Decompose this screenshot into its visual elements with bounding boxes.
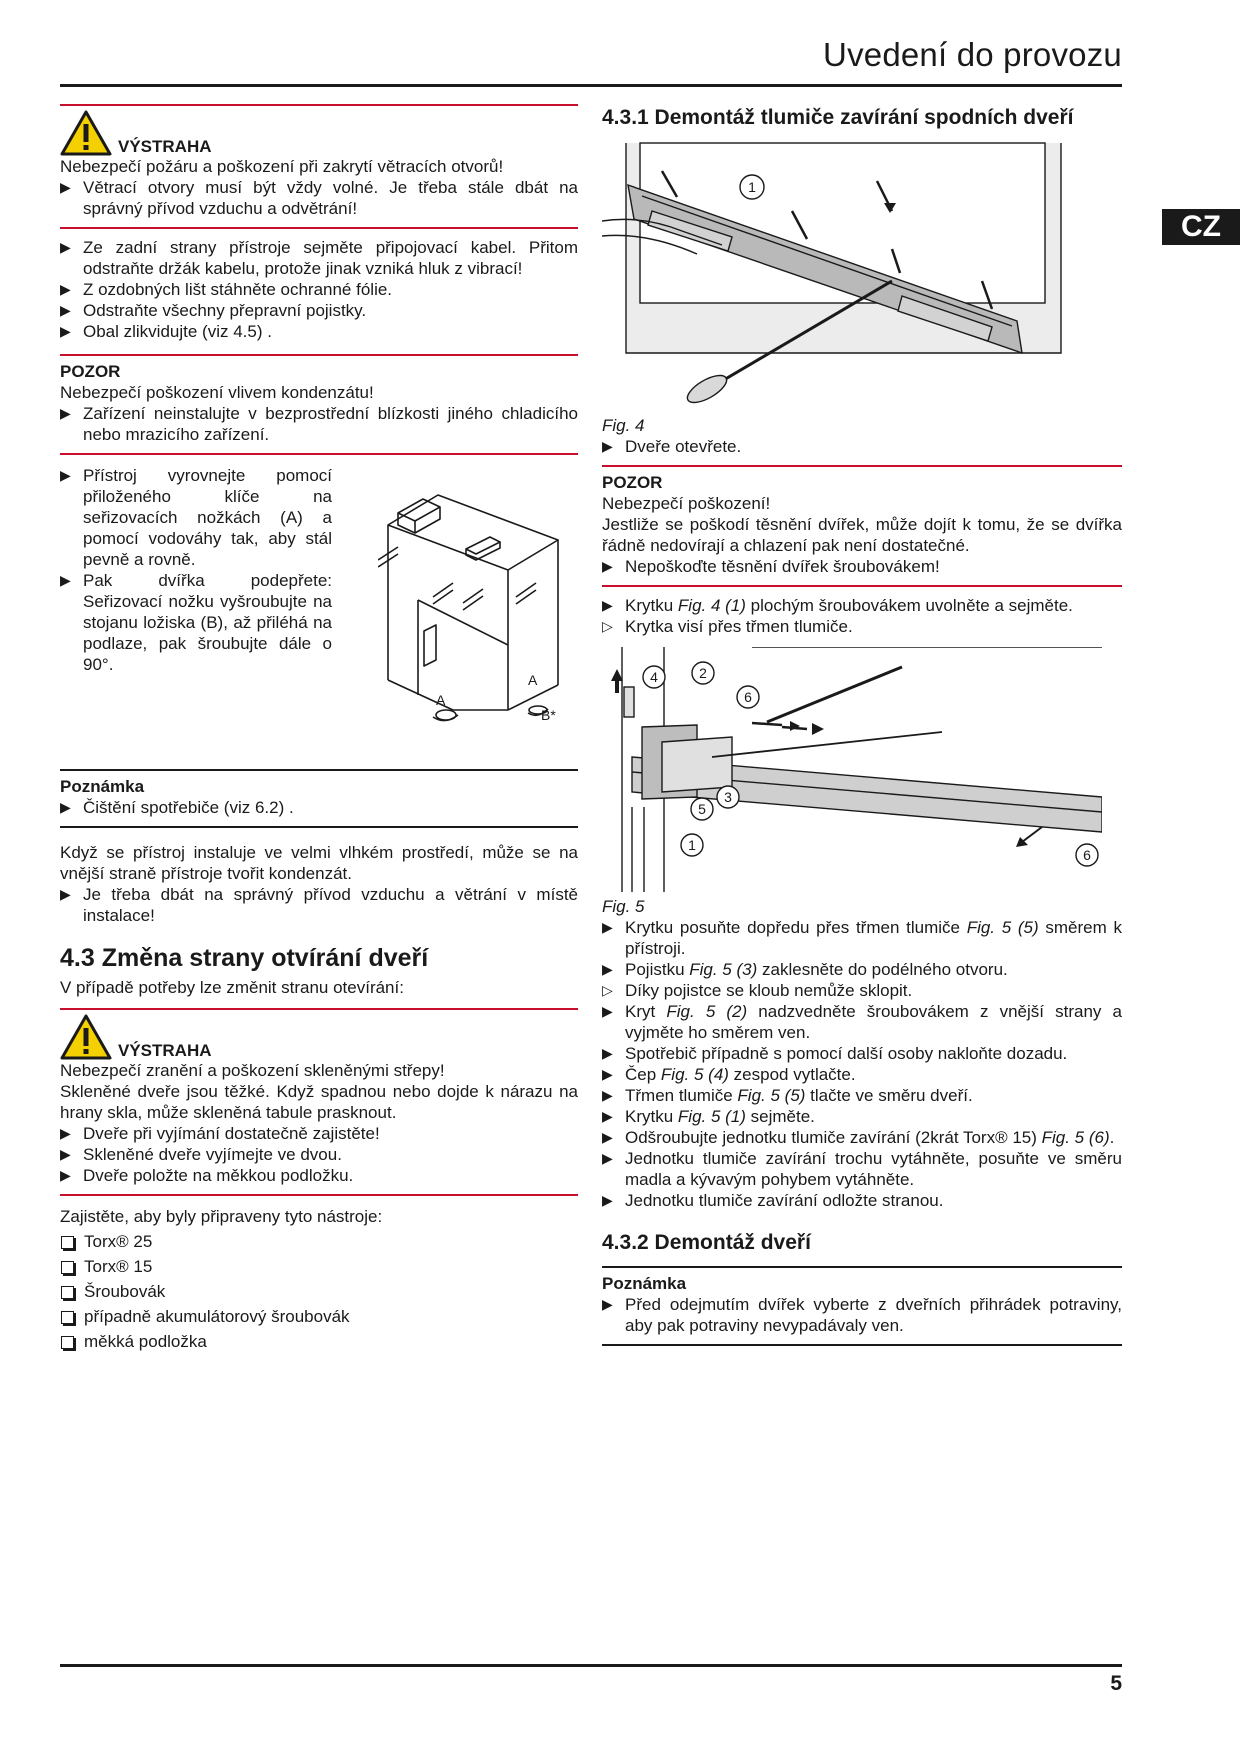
warning2-text: Nebezpečí zranění a poškození skleněnými střepy! bbox=[60, 1061, 445, 1080]
note2-label: Poznámka bbox=[602, 1274, 687, 1293]
note2-rule-top bbox=[602, 1266, 1122, 1268]
callout-3: 3 bbox=[724, 789, 732, 805]
warning2-heading bbox=[60, 1014, 578, 1060]
leveling-steps bbox=[60, 465, 332, 675]
step-item: ▶ Krytku Fig. 5 (1) sejměte. bbox=[602, 1106, 1122, 1127]
warning-text: Nebezpečí požáru a poškození při zakrytí větracích otvorů! bbox=[60, 157, 504, 176]
section-intro: V případě potřeby lze změnit stranu otevírání: bbox=[60, 978, 404, 997]
caution-text: Nebezpečí poškození vlivem kondenzátu! bbox=[60, 383, 374, 402]
step-item: ▶ Přístroj vyrovnejte pomocí přiloženého klíče na seřizovacích nožkách (A) a pomocí vodováhy tak, aby stál pevně a rovně. bbox=[60, 465, 332, 570]
step-item: ▶ Krytku posuňte dopředu přes třmen tlumiče Fig. 5 (5) směrem k přístroji. bbox=[602, 917, 1122, 959]
caution2-rule-top bbox=[602, 465, 1122, 467]
footer-rule bbox=[60, 1664, 1122, 1667]
note2-bullet: ▶ Před odejmutím dvířek vyberte z dveřních přihrádek potraviny, aby pak potraviny nevypadávaly ven. bbox=[602, 1294, 1122, 1336]
tool-item: Šroubovák bbox=[60, 1281, 578, 1302]
language-tab: CZ bbox=[1162, 209, 1240, 245]
humidity-text: Když se přístroj instaluje ve velmi vlhkém prostředí, může se na vnější straně přístroje tvořit kondenzát. bbox=[60, 843, 578, 883]
callout-1: 1 bbox=[688, 837, 696, 853]
figure-4-caption: Fig. 4 bbox=[602, 416, 645, 435]
step-item: ▶ Kryt Fig. 5 (2) nadzvedněte šroubovákem z vnější strany a vyjměte ho směrem ven. bbox=[602, 1001, 1122, 1043]
appliance-leveling-figure bbox=[378, 485, 578, 730]
step-item: ▶ Třmen tlumiče Fig. 5 (5) tlačte ve směru dveří. bbox=[602, 1085, 1122, 1106]
step-item: ▶ Obal zlikvidujte (viz 4.5) . bbox=[60, 321, 578, 342]
warning-triangle-icon bbox=[60, 1014, 112, 1060]
caution2-label: POZOR bbox=[602, 473, 663, 492]
cap-step: ▶ Krytku Fig. 4 (1) plochým šroubovákem uvolněte a sejměte. bbox=[602, 595, 1122, 616]
page-title: Uvedení do provozu bbox=[823, 36, 1122, 73]
caution-rule-top bbox=[60, 354, 578, 356]
callout-6: 6 bbox=[744, 689, 752, 705]
step-item: ▶ Spotřebič případně s pomocí další osoby nakloňte dozadu. bbox=[602, 1043, 1122, 1064]
label-a1: A bbox=[436, 692, 446, 708]
callout-5: 5 bbox=[698, 801, 706, 817]
right-column bbox=[602, 104, 1122, 1346]
warning-rule-bottom bbox=[60, 227, 578, 229]
caution-bullet: ▶ Zařízení neinstalujte v bezprostřední blízkosti jiného chladicího nebo mrazicího zařízení. bbox=[60, 403, 578, 445]
header-rule bbox=[60, 84, 1122, 87]
warning2-rule-bottom bbox=[60, 1194, 578, 1196]
page-number: 5 bbox=[1110, 1672, 1122, 1695]
caution2-bullet: ▶ Nepoškoďte těsnění dvířek šroubovákem! bbox=[602, 556, 1122, 577]
warning-label: VÝSTRAHA bbox=[118, 137, 212, 156]
figure-4-damper-cover bbox=[602, 141, 1102, 409]
note2-rule-bottom bbox=[602, 1344, 1122, 1346]
caution2-text: Nebezpečí poškození! bbox=[602, 494, 771, 513]
warning2-bullet: ▶ Dveře položte na měkkou podložku. bbox=[60, 1165, 578, 1186]
tools-intro: Zajistěte, aby byly připraveny tyto nástroje: bbox=[60, 1207, 383, 1226]
section-heading-4-3-2: 4.3.2 Demontáž dveří bbox=[602, 1231, 811, 1254]
step-item: ▶ Odšroubujte jednotku tlumiče zavírání (2krát Torx® 15) Fig. 5 (6). bbox=[602, 1127, 1122, 1148]
note-label: Poznámka bbox=[60, 777, 145, 796]
install-steps bbox=[60, 237, 578, 342]
caution2-rule-bottom bbox=[602, 585, 1122, 587]
humidity-bullet: ▶ Je třeba dbát na správný přívod vzduchu a větrání v místě instalace! bbox=[60, 884, 578, 926]
warning2-bullet: ▶ Dveře při vyjímání dostatečně zajistěte! bbox=[60, 1123, 578, 1144]
warning2-rule-top bbox=[60, 1008, 578, 1010]
cap-result: ▷ Krytka visí přes třmen tlumiče. bbox=[602, 616, 1122, 637]
note-bullet: ▶ Čištění spotřebiče (viz 6.2) . bbox=[60, 797, 578, 818]
tool-item: Torx® 25 bbox=[60, 1231, 578, 1252]
step-item: ▶ Jednotku tlumiče zavírání trochu vytáhněte, posuňte ve směru madla a kývavým pohybem vytáhněte. bbox=[602, 1148, 1122, 1190]
step-item: ▶ Z ozdobných lišt stáhněte ochranné fólie. bbox=[60, 279, 578, 300]
tool-item: měkká podložka bbox=[60, 1331, 578, 1352]
tool-item: Torx® 15 bbox=[60, 1256, 578, 1277]
figure-5-damper-unit bbox=[602, 647, 1102, 892]
tool-item: případně akumulátorový šroubovák bbox=[60, 1306, 578, 1327]
step-item: ▶ Pojistku Fig. 5 (3) zaklesněte do podélného otvoru. bbox=[602, 959, 1122, 980]
step-item: ▶ Jednotku tlumiče zavírání odložte stranou. bbox=[602, 1190, 1122, 1211]
callout-4: 4 bbox=[650, 669, 658, 685]
section-heading-4-3-1: 4.3.1 Demontáž tlumiče zavírání spodních dveří bbox=[602, 106, 1074, 129]
step-item: ▶ Pak dvířka podepřete: Seřizovací nožku vyšroubujte na stojanu ložiska (B), až přiléhá na podlaze, pak šroubujte dále o 90°. bbox=[60, 570, 332, 675]
warning-bullet: ▶ Větrací otvory musí být vždy volné. Je třeba stále dbát na správný přívod vzduchu a odvětrání! bbox=[60, 177, 578, 219]
note-rule-top bbox=[60, 769, 578, 771]
warning2-text: Skleněné dveře jsou těžké. Když spadnou nebo dojde k nárazu na hrany skla, může skleněná tabule prasknout. bbox=[60, 1082, 578, 1122]
caution2-text: Jestliže se poškodí těsnění dvířek, může dojít k tomu, že se dvířka řádně nedovírají a chlazení pak není dostatečné. bbox=[602, 515, 1122, 555]
note-rule-bottom bbox=[60, 826, 578, 828]
left-column bbox=[60, 104, 578, 1356]
warning-triangle-icon bbox=[60, 110, 112, 156]
section-heading-4-3: 4.3 Změna strany otvírání dveří bbox=[60, 944, 429, 972]
label-a2: A bbox=[528, 672, 538, 688]
step-item: ▶ Čep Fig. 5 (4) zespod vytlačte. bbox=[602, 1064, 1122, 1085]
open-door-step: ▶ Dveře otevřete. bbox=[602, 436, 1122, 457]
leveling-block bbox=[60, 465, 578, 769]
callout-6b: 6 bbox=[1083, 847, 1091, 863]
callout-2: 2 bbox=[699, 665, 707, 681]
label-b: B* bbox=[541, 707, 556, 723]
step-item: ▶ Ze zadní strany přístroje sejměte připojovací kabel. Přitom odstraňte držák kabelu, protože jinak vzniká hluk z vibrací! bbox=[60, 237, 578, 279]
damper-removal-steps bbox=[602, 917, 1122, 1211]
step-item: ▶ Odstraňte všechny přepravní pojistky. bbox=[60, 300, 578, 321]
figure-5-caption: Fig. 5 bbox=[602, 897, 645, 916]
caution-rule-bottom bbox=[60, 453, 578, 455]
caution-label: POZOR bbox=[60, 362, 121, 381]
warning2-label: VÝSTRAHA bbox=[118, 1041, 212, 1060]
warning2-bullet: ▶ Skleněné dveře vyjímejte ve dvou. bbox=[60, 1144, 578, 1165]
warning-heading bbox=[60, 110, 578, 156]
callout-1: 1 bbox=[748, 179, 756, 195]
warning-rule-top bbox=[60, 104, 578, 106]
step-result: ▷ Díky pojistce se kloub nemůže sklopit. bbox=[602, 980, 1122, 1001]
